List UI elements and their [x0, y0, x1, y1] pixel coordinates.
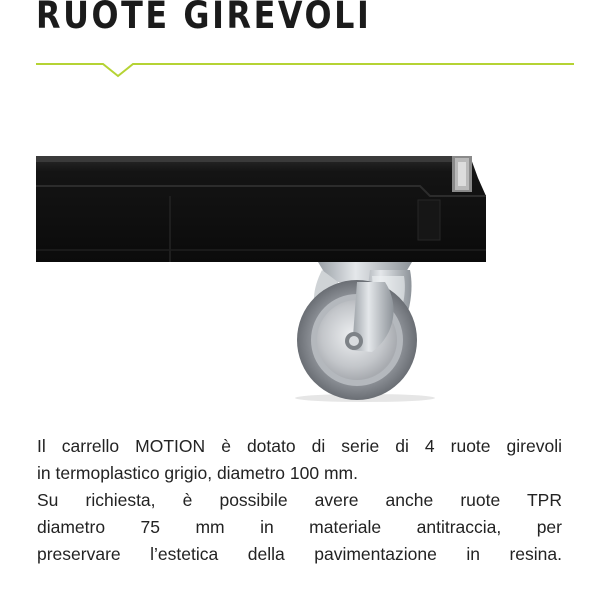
- trolley-body: [36, 156, 486, 262]
- title-divider: [0, 56, 600, 80]
- caster-wheel: [295, 262, 435, 402]
- divider-line: [36, 64, 574, 76]
- description-line: in termoplastico grigio, diametro 100 mm.: [37, 463, 358, 483]
- description-line: diametro 75 mm in materiale antitraccia, per: [37, 517, 562, 537]
- description-line: preservare l’estetica della pavimentazione in resina.: [37, 544, 562, 564]
- description-text: [37, 433, 562, 568]
- description-line: Su richiesta, è possibile avere anche ruote TPR: [37, 490, 562, 510]
- description-line: Il carrello MOTION è dotato di serie di 4 ruote girevoli: [37, 436, 562, 456]
- section-title: RUOTE GIREVOLI: [36, 0, 372, 37]
- trolley-caster-image: [0, 120, 600, 420]
